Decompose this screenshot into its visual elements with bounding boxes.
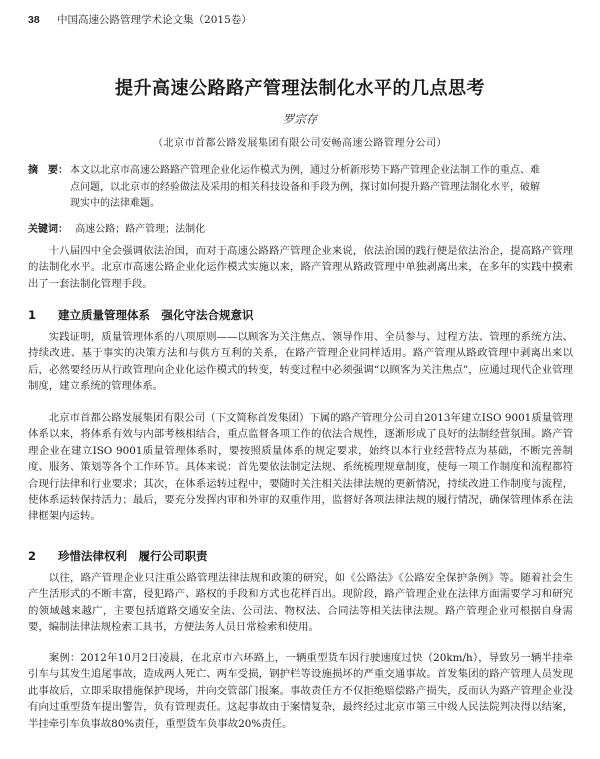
author-name: 罗宗存 [282,112,318,126]
section-1-paragraph-2: 北京市首都公路发展集团有限公司（下文简称首发集团）下属的路产管理分公司自2013年建立ISO 9001质量管理体系以来，将体系有效与内部考核相结合，重点监督各项工作的依法合规性，逐渐形成了良好的法制经营氛围。路产管理企业在建立ISO 9001质量管理体系时，要按照质量体系的规定要求，始终以本行业经营特点为基础，不断完善制度、服务、策划等各个工作环节。具体来说：首先要依法制定法规、系统梳理规章制度，使每一项工作制度和流程都符合现行法律和行业要求；其次，在体系运转过程中，要随时关注相关法律法规的更新情况，持续改进工作制度与流程，使体系运转保持活力；最后，要充分发挥内审和外审的双重作用，监督好各项法律法规的履行情况，确保管理体系在法律框架内运转。 [28,412,573,523]
abstract [28,163,545,213]
abstract-text: 本文以北京市高速公路路产管理企业化运作模式为例，通过分析新形势下路产管理企业法制工作的重点、难点问题，以北京市的经验做法及采用的相关科技设备和手段为例，探讨如何提升路产管理法制化水平，破解现实中的法律难题。 [70,165,540,209]
keywords [28,220,568,235]
running-header [28,12,252,27]
section-1-title: 建立质量管理体系 强化守法合规意识 [58,308,254,322]
intro-paragraph: 十八届四中全会强调依法治国，而对于高速公路路产管理企业来说，依法治国的践行便是依法治企，提高路产管理的法制化水平。北京市高速公路企业化运作模式实施以来，路产管理从路政管理中单独剥离出来，在多年的实践中摸索出了一套法制化管理手段。 [28,245,573,290]
section-1-number: 1 [28,308,37,322]
section-1-paragraph-1: 实践证明，质量管理体系的八项原则——以顾客为关注焦点、领导作用、全员参与、过程方法、管理的系统方法、持续改进、基于事实的决策方法和与供方互利的关系，在路产管理企业同样适用。路产管理从路政管理中剥离出来以后，必然要经历从行政管理向企业化运作模式的转变，转变过程中必须强调“以顾客为关注焦点”，应通过现代企业管理制度，建立系统的管理体系。 [28,331,573,393]
section-2-heading [28,548,208,564]
author-affiliation: （北京市首都公路发展集团有限公司安畅高速公路管理分公司） [153,138,447,149]
paper-title: 提升高速公路路产管理法制化水平的几点思考 [115,78,485,99]
abstract-label: 摘 要： [28,165,68,176]
page-number: 38 [28,14,40,26]
section-1-heading [28,307,254,323]
keywords-text: 高速公路；路产管理；法制化 [75,224,206,235]
section-2-title: 珍惜法律权利 履行公司职责 [58,549,208,563]
section-2-paragraph-1: 以往，路产管理企业只注重公路管理法律法规和政策的研究，如《公路法》《公路安全保护条例》等。随着社会生产生活形式的不断丰富，侵犯路产、路权的手段和方式也花样百出。现阶段，路产管理企业在法律方面需要学习和研究的领域越来越广，主要包括道路交通安全法、公司法、物权法、合同法等相关法律法规。路产管理企业可根据自身需要，编制法律法规检索工具书，方便法务人员日常检索和使用。 [28,572,573,634]
journal-name: 中国高速公路管理学术论文集（2015卷） [57,14,252,26]
section-2-paragraph-2: 案例：2012年10月2日凌晨，在北京市六环路上，一辆重型货车因行驶速度过快（20km/h），导致另一辆半挂牵引车与其发生追尾事故，造成两人死亡、两车受损，钢护栏等设施损坏的严重交通事故。首发集团的路产管理人员发现此事故后，立即采取措施保护现场，并向交管部门报案。事故责任方不仅拒绝赔偿路产损失，反而认为路产管理企业没有向过重型货车提出警告，负有管理责任。这起事故由于案情复杂，最终经过北京市第三中级人民法院判决得以结案，半挂牵引车负事故80%责任，重型货车负事故20%责任。 [28,652,573,730]
section-2-number: 2 [28,549,37,563]
keywords-label: 关键词： [28,224,68,235]
